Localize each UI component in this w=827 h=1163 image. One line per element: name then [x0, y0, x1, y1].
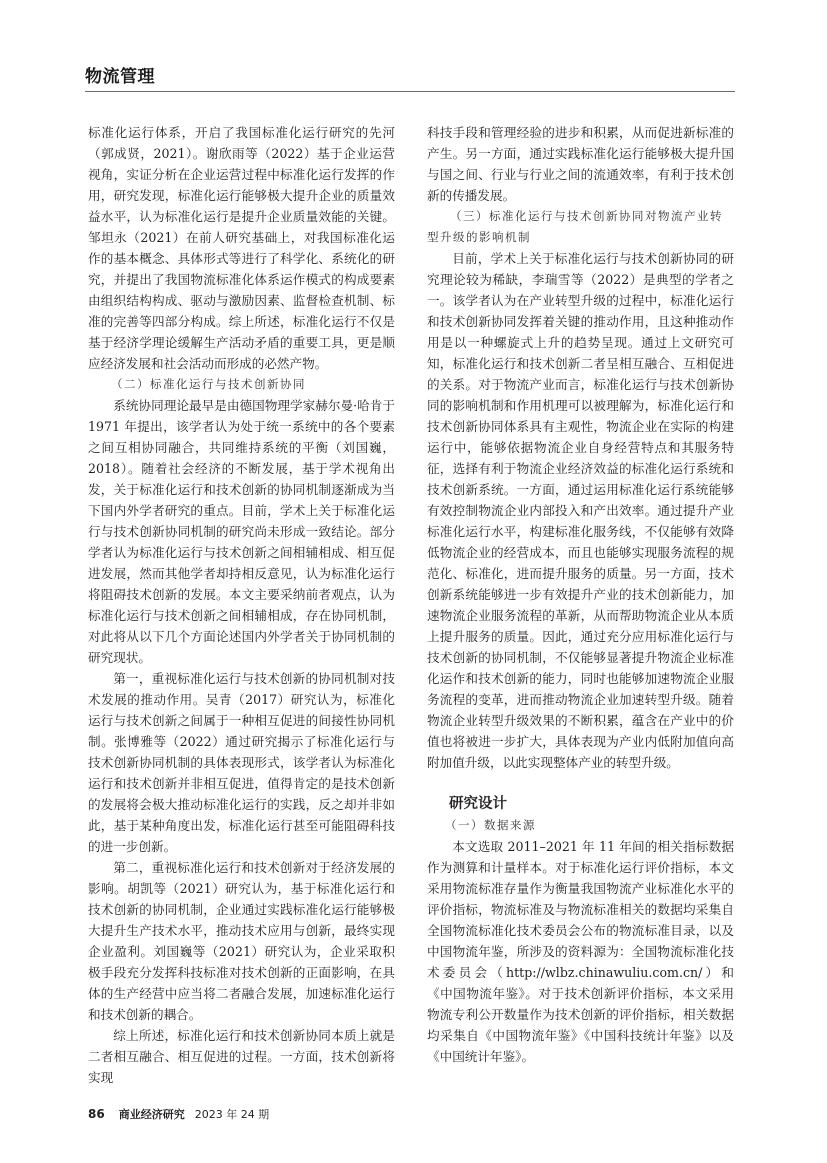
paragraph: 本文选取 2011–2021 年 11 年间的相关指标数据作为测算和计量样本。对于标准化运行评价指标，本文采用物流标准存量作为衡量我国物流产业标准化水平的评价指标，物流标准及与物流标准相关的数据均采集自全国物流标准化技术委员会公布的物流标准目录，以及中国物流年鉴，所涉及的资料源为：全国物流标准化技术委员会（http://wlbz.chinawuliu.com.cn/）和《中国物流年鉴》。对于技术创新评价指标，本文采用物流专利公开数量作为技术创新的评价指标，相关数据均采集自《中国物流年鉴》《中国科技统计年鉴》以及《中国统计年鉴》。 — [427, 839, 734, 1064]
journal-name: 商业经济研究 — [118, 1108, 185, 1121]
subsection-heading: （三）标准化运行与技术创新协同对物流产业转型升级的影响机制 — [427, 209, 723, 244]
paragraph: 目前，学术上关于标准化运行与技术创新协同的研究理论较为稀缺，李瑞雪等（2022）是典型的学者之一。该学者认为在产业转型升级的过程中，标准化运行和技术创新协同发挥着关键的推动作用，且这种推动作用是以一种螺旋式上升的趋势呈现。通过上文研究可知，标准化运行和技术创新二者呈相互融合、互相促进的关系。对于物流产业而言，标准化运行与技术创新协同的影响机制和作用机理可以被理解为，标准化运行和技术创新协同体系具有主观性，物流企业在实际的构建运行中，能够依据物流企业自身经营特点和其服务特征，选择有利于物流企业经济效益的标准化运行系统和技术创新系统。一方面，通过运用标准化运行系统能够有效控制物流企业内部投入和产出效率。通过提升产业标准化运行水平，构建标准化服务线，不仅能够有效降低物流企业的经营成本，而且也能够实现服务流程的规范化、标准化，进而提升服务的质量。另一方面，技术创新系统能够进一步有效提升产业的技术创新能力，加速物流企业服务流程的革新，从而帮助物流企业从本质上提升服务的质量。因此，通过充分应用标准化运行与技术创新的协同机制，不仅能够显著提升物流企业标准化运作和技术创新的能力，同时也能够加速物流企业服务流程的变革，进而推动物流企业加速转型升级。随着物流企业转型升级效果的不断积累，蕴含在产业中的价值也将被进一步扩大，具体表现为产业内低附加值向高附加值升级，以此实现整体产业的转型升级。 — [427, 251, 734, 770]
header-rule — [85, 91, 735, 92]
issue-label: 2023 年 24 期 — [194, 1108, 270, 1121]
page-number: 86 — [88, 1107, 105, 1121]
right-column — [427, 122, 734, 1088]
subsection-heading: （一）数据来源 — [445, 818, 536, 832]
body-columns — [88, 122, 735, 1088]
paragraph: 科技手段和管理经验的进步和积累，从而促进新标准的产生。另一方面，通过实践标准化运行能够极大提升国与国之间、行业与行业之间的流通效率，有利于技术创新的传播发展。 — [427, 125, 734, 203]
section-heading: 研究设计 — [449, 796, 507, 812]
running-header: 物流管理 — [85, 67, 155, 87]
subsection-heading: （二）标准化运行与技术创新协同 — [111, 377, 306, 391]
paragraph: 第一，重视标准化运行与技术创新的协同机制对技术发展的推动作用。吴青（2017）研究认为，标准化运行与技术创新之间属于一种相互促进的间接性协同机制。张博雅等（2022）通过研究揭示了标准化运行与技术创新协同机制的具体表现形式，该学者认为标准化运行和技术创新并非相互促进，值得肯定的是技术创新的发展将会极大推动标准化运行的实践，反之却并非如此，基于某种角度出发，标准化运行甚至可能阻碍科技的进一步创新。 — [88, 671, 395, 854]
paragraph: 系统协同理论最早是由德国物理学家赫尔曼·哈肯于 1971 年提出，该学者认为处于统一系统中的各个要素之间互相协同融合，共同维持系统的平衡（刘国巍，2018）。随着社会经济的不断发展，基于学术视角出发，关于标准化运行和技术创新的协同机制逐渐成为当下国内外学者研究的重点。目前，学术上关于标准化运行与技术创新协同机制的研究尚未形成一致结论。部分学者认为标准化运行与技术创新之间相辅相成、相互促进发展，然而其他学者却持相反意见，认为标准化运行将阻碍技术创新的发展。本文主要采纳前者观点，认为标准化运行与技术创新之间相辅相成，存在协同机制，对此将从以下几个方面论述国内外学者关于协同机制的研究现状。 — [88, 398, 395, 665]
paragraph: 第二，重视标准化运行和技术创新对于经济发展的影响。胡凯等（2021）研究认为，基于标准化运行和技术创新的协同机制，企业通过实践标准化运行能够极大提升生产技术水平，推动技术应用与创新，最终实现企业盈利。刘国巍等（2021）研究认为，企业采取积极手段充分发挥科技标准对技术创新的正面影响，在具体的生产经营中应当将二者融合发展，加速标准化运行和技术创新的耦合。 — [88, 860, 395, 1022]
paragraph: 综上所述，标准化运行和技术创新协同本质上就是二者相互融合、相互促进的过程。一方面，技术创新将实现 — [88, 1028, 395, 1085]
paragraph: 标准化运行体系，开启了我国标准化运行研究的先河（郭成贤，2021）。谢欣雨等（2022）基于企业运营视角，实证分析在企业运营过程中标准化运行发挥的作用，研究发现，标准化运行能够极大提升企业的质量效益水平，认为标准化运行是提升企业质量效能的关键。邹坦永（2021）在前人研究基础上，对我国标准化运作的基本概念、具体形式等进行了科学化、系统化的研究，并提出了我国物流标准化体系运作模式的构成要素由组织结构构成、驱动与激励因素、监督检查机制、标准的完善等四部分构成。综上所述，标准化运行不仅是基于经济学理论缓解生产活动矛盾的重要工具，更是顺应经济发展和社会活动而形成的必然产物。 — [88, 125, 395, 371]
page-footer — [88, 1088, 735, 1123]
left-column — [88, 122, 395, 1088]
